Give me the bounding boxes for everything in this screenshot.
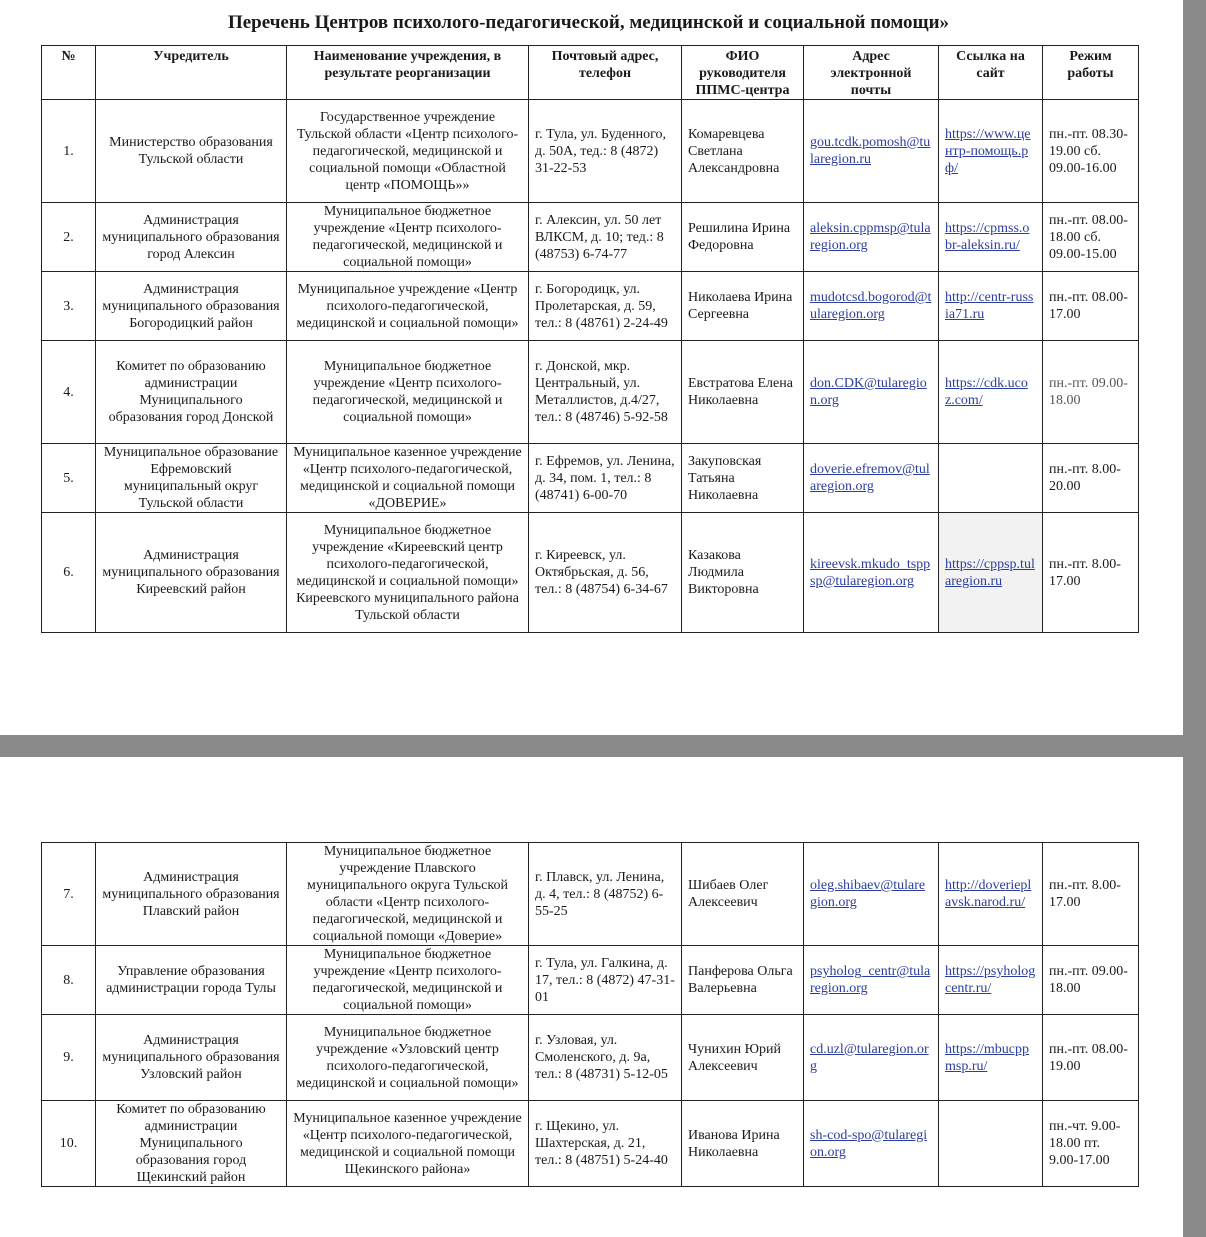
- row-institution-name: Муниципальное бюджетное учреждение Плавского муниципального округа Тульской области «Центр психолого-педагогической, медицинской и социальной помощи «Доверие»: [287, 843, 529, 946]
- row-address: г. Щекино, ул. Шахтерская, д. 21, тел.: 8 (48751) 5-24-40: [529, 1101, 682, 1187]
- table-row: [42, 946, 1139, 1015]
- row-head: Евстратова Елена Николаевна: [682, 341, 804, 444]
- row-head: Решилина Ирина Федоровна: [682, 203, 804, 272]
- row-email-cell: [804, 444, 939, 513]
- email-link[interactable]: sh-cod-spo@tularegion.org: [810, 1127, 928, 1160]
- row-site-cell: [939, 203, 1043, 272]
- email-link[interactable]: gou.tcdk.pomosh@tularegion.ru: [810, 135, 931, 167]
- header-site: Ссылка на сайт: [939, 46, 1043, 100]
- row-institution-name: Государственное учреждение Тульской области «Центр психолого-педагогической, медицинской и социальной помощи «Областной центр «ПОМОЩЬ»»: [287, 100, 529, 203]
- row-email-cell: [804, 946, 939, 1015]
- row-num: 3.: [42, 272, 96, 341]
- row-head: Чунихин Юрий Алексеевич: [682, 1015, 804, 1101]
- row-hours: пн.-пт. 08.00-17.00: [1043, 272, 1139, 341]
- table-row: [42, 203, 1139, 272]
- row-hours: пн.-пт. 08.30-19.00 сб. 09.00-16.00: [1043, 100, 1139, 203]
- document-title: Перечень Центров психолого-педагогической, медицинской и социальной помощи»: [227, 12, 950, 33]
- row-institution-name: Муниципальное бюджетное учреждение «Центр психолого-педагогической, медицинской и социальной помощи»: [287, 203, 529, 272]
- row-hours: пн.-пт. 8.00-17.00: [1043, 843, 1139, 946]
- email-link[interactable]: kireevsk.mkudo_tsppsp@tularegion.org: [810, 556, 931, 589]
- row-site-cell: [939, 1015, 1043, 1101]
- row-site-cell: [939, 946, 1043, 1015]
- page-separator: [0, 735, 1183, 757]
- row-email-cell: [804, 1101, 939, 1187]
- row-institution-name: Муниципальное учреждение «Центр психолого-педагогической, медицинской и социальной помощи»: [287, 272, 529, 341]
- row-founder: Администрация муниципального образования Богородицкий район: [96, 272, 287, 341]
- row-num: 1.: [42, 100, 96, 203]
- table-row: [42, 1015, 1139, 1101]
- row-founder: Администрация муниципального образования город Алексин: [96, 203, 287, 272]
- row-site-cell: [939, 272, 1043, 341]
- row-head: Иванова Ирина Николаевна: [682, 1101, 804, 1187]
- row-num: 5.: [42, 444, 96, 513]
- row-hours: пн.-пт. 8.00-17.00: [1043, 513, 1139, 633]
- row-founder: Комитет по образованию администрации Муниципального образования город Щекинский район: [96, 1101, 287, 1187]
- row-site-cell: [939, 100, 1043, 203]
- row-hours: пн.-пт. 08.00-19.00: [1043, 1015, 1139, 1101]
- email-link[interactable]: oleg.shibaev@tularegion.org: [810, 878, 926, 910]
- row-email-cell: [804, 341, 939, 444]
- row-email-cell: [804, 203, 939, 272]
- table-row: [42, 272, 1139, 341]
- table-row: [42, 843, 1139, 946]
- row-num: 4.: [42, 341, 96, 444]
- header-hours: Режим работы: [1043, 46, 1139, 100]
- table-row: [42, 100, 1139, 203]
- row-institution-name: Муниципальное бюджетное учреждение «Киреевский центр психолого-педагогической, медицинской и социальной помощи» Киреевского муниципального района Тульской области: [287, 513, 529, 633]
- email-link[interactable]: cd.uzl@tularegion.org: [810, 1041, 929, 1074]
- row-institution-name: Муниципальное бюджетное учреждение «Узловский центр психолого-педагогической, медицинской и социальной помощи»: [287, 1015, 529, 1101]
- row-head: Закуповская Татьяна Николаевна: [682, 444, 804, 513]
- row-site-cell: [939, 843, 1043, 946]
- viewer-scrollbar-gutter: [1183, 0, 1206, 1237]
- centers-table-part-2: [41, 842, 1139, 1187]
- table-row: [42, 513, 1139, 633]
- row-email-cell: [804, 1015, 939, 1101]
- row-founder: Муниципальное образование Ефремовский муниципальный округ Тульской области: [96, 444, 287, 513]
- row-head: Николаева Ирина Сергеевна: [682, 272, 804, 341]
- row-head: Шибаев Олег Алексеевич: [682, 843, 804, 946]
- row-address: г. Богородицк, ул. Пролетарская, д. 59, тел.: 8 (48761) 2-24-49: [529, 272, 682, 341]
- row-email-cell: [804, 100, 939, 203]
- row-email-cell: [804, 843, 939, 946]
- row-founder: Управление образования администрации города Тулы: [96, 946, 287, 1015]
- row-hours: пн.-пт. 8.00-20.00: [1043, 444, 1139, 513]
- row-site-cell: [939, 513, 1043, 633]
- row-institution-name: Муниципальное казенное учреждение «Центр психолого-педагогической, медицинской и социальной помощи «ДОВЕРИЕ»: [287, 444, 529, 513]
- row-num: 10.: [42, 1101, 96, 1187]
- table-row: [42, 341, 1139, 444]
- row-num: 7.: [42, 843, 96, 946]
- centers-table-part-1: [41, 45, 1139, 633]
- row-institution-name: Муниципальное бюджетное учреждение «Центр психолого-педагогической, медицинской и социальной помощи»: [287, 946, 529, 1015]
- row-address: г. Алексин, ул. 50 лет ВЛКСМ, д. 10; тед.: 8 (48753) 6-74-77: [529, 203, 682, 272]
- row-address: г. Киреевск, ул. Октябрьская, д. 56, тел.: 8 (48754) 6-34-67: [529, 513, 682, 633]
- row-head: Панферова Ольга Валерьевна: [682, 946, 804, 1015]
- row-founder: Министерство образования Тульской области: [96, 100, 287, 203]
- row-founder: Комитет по образованию администрации Муниципального образования город Донской: [96, 341, 287, 444]
- row-site-cell: [939, 1101, 1043, 1187]
- table-row: [42, 1101, 1139, 1187]
- header-address: Почтовый адрес, телефон: [529, 46, 682, 100]
- row-institution-name: Муниципальное казенное учреждение «Центр психолого-педагогической, медицинской и социальной помощи Щекинского района»: [287, 1101, 529, 1187]
- row-address: г. Тула, ул. Буденного, д. 50А, тед.: 8 (4872) 31-22-53: [529, 100, 682, 203]
- row-address: г. Тула, ул. Галкина, д. 17, тел.: 8 (4872) 47-31-01: [529, 946, 682, 1015]
- site-link[interactable]: https://cdk.ucoz.com/: [945, 376, 1028, 408]
- row-num: 9.: [42, 1015, 96, 1101]
- row-address: г. Узловая, ул. Смоленского, д. 9а, тел.: 8 (48731) 5-12-05: [529, 1015, 682, 1101]
- row-num: 2.: [42, 203, 96, 272]
- row-head: Комаревцева Светлана Александровна: [682, 100, 804, 203]
- email-link[interactable]: aleksin.cppmsp@tularegion.org: [810, 221, 931, 253]
- row-email-cell: [804, 272, 939, 341]
- header-founder: Учредитель: [96, 46, 287, 100]
- site-link[interactable]: https://www.центр-помощь.рф/: [945, 126, 1031, 176]
- row-founder: Администрация муниципального образования Плавский район: [96, 843, 287, 946]
- row-hours: пн.-пт. 08.00-18.00 сб. 09.00-15.00: [1043, 203, 1139, 272]
- row-email-cell: [804, 513, 939, 633]
- row-site-cell: [939, 341, 1043, 444]
- row-hours: пн.-чт. 9.00-18.00 пт. 9.00-17.00: [1043, 1101, 1139, 1187]
- email-link[interactable]: mudotcsd.bogorod@tularegion.org: [810, 290, 932, 322]
- site-link[interactable]: https://cpmss.obr-aleksin.ru/: [945, 221, 1030, 253]
- row-num: 6.: [42, 513, 96, 633]
- row-site-cell: [939, 444, 1043, 513]
- site-link[interactable]: https://mbucppmsp.ru/: [945, 1041, 1029, 1074]
- row-address: г. Донской, мкр. Центральный, ул. Металлистов, д.4/27, тел.: 8 (48746) 5-92-58: [529, 341, 682, 444]
- site-link[interactable]: http://doverieplavsk.narod.ru/: [945, 878, 1032, 910]
- row-hours: пн.-пт. 09.00-18.00: [1043, 946, 1139, 1015]
- row-address: г. Плавск, ул. Ленина, д. 4, тел.: 8 (48752) 6-55-25: [529, 843, 682, 946]
- site-link[interactable]: https://psyhologcentr.ru/: [945, 964, 1036, 996]
- header-name: Наименование учреждения, в результате реорганизации: [287, 46, 529, 100]
- row-founder: Администрация муниципального образования Киреевский район: [96, 513, 287, 633]
- email-link[interactable]: psyholog_centr@tularegion.org: [810, 964, 931, 996]
- row-head: Казакова Людмила Викторовна: [682, 513, 804, 633]
- row-founder: Администрация муниципального образования Узловский район: [96, 1015, 287, 1101]
- site-link[interactable]: https://cppsp.tularegion.ru: [945, 556, 1035, 589]
- table-row: [42, 444, 1139, 513]
- row-address: г. Ефремов, ул. Ленина, д. 34, пом. 1, тел.: 8 (48741) 6-00-70: [529, 444, 682, 513]
- header-num: №: [42, 46, 96, 100]
- email-link[interactable]: don.CDK@tularegion.org: [810, 376, 927, 408]
- row-institution-name: Муниципальное бюджетное учреждение «Центр психолого-педагогической, медицинской и социальной помощи»: [287, 341, 529, 444]
- header-email: Адрес электронной почты: [804, 46, 939, 100]
- table-header-row: [42, 46, 1139, 100]
- row-num: 8.: [42, 946, 96, 1015]
- email-link[interactable]: doverie.efremov@tularegion.org: [810, 462, 930, 494]
- site-link[interactable]: http://centr-russia71.ru: [945, 290, 1034, 322]
- row-hours: пн.-пт. 09.00-18.00: [1043, 341, 1139, 444]
- header-head: ФИО руководителя ППМС-центра: [682, 46, 804, 100]
